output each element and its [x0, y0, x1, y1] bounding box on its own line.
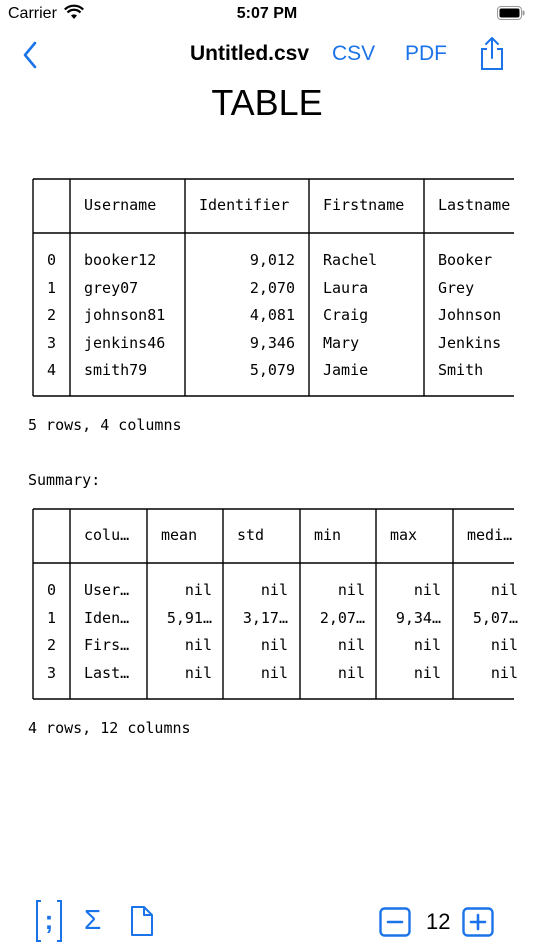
table-cell: nil — [413, 636, 441, 654]
table-cell: nil — [184, 663, 212, 682]
table-cell: Iden… — [84, 608, 130, 627]
table-cell: johnson81 — [84, 306, 166, 324]
row-index: 2 — [46, 306, 57, 324]
table-cell: booker12 — [84, 251, 157, 269]
table-cell: nil — [184, 636, 212, 654]
sum-icon[interactable]: Σ — [84, 904, 102, 935]
table-cell: Last… — [84, 663, 130, 682]
column-header: Lastname — [438, 196, 511, 214]
minus-icon — [379, 907, 411, 937]
row-index: 1 — [46, 608, 57, 627]
table-cell: nil — [490, 581, 518, 599]
table-cell: smith79 — [84, 361, 148, 379]
battery-icon — [497, 6, 525, 25]
column-header: Identifier — [199, 196, 290, 214]
row-index: 0 — [46, 581, 57, 599]
table-cell: Grey — [438, 278, 475, 297]
table-cell: 9,346 — [249, 333, 295, 352]
row-index: 4 — [46, 361, 57, 379]
summary-label: Summary: — [28, 471, 101, 489]
status-bar — [0, 0, 534, 30]
column-header: mean — [161, 526, 198, 544]
back-chevron-icon[interactable] — [22, 40, 38, 75]
table-cell: 5,079 — [249, 361, 295, 379]
document-icon[interactable] — [129, 905, 155, 942]
page-heading: TABLE — [211, 82, 323, 123]
table-cell: 5,91… — [166, 608, 212, 627]
table-cell: jenkins46 — [84, 333, 166, 352]
table-cell: Rachel — [323, 251, 378, 269]
table-cell: nil — [337, 663, 365, 682]
navigation-bar — [0, 36, 534, 76]
share-icon[interactable] — [478, 36, 506, 77]
table-cell: 3,17… — [242, 608, 288, 627]
clock: 5:07 PM — [236, 5, 298, 22]
increase-font-button[interactable] — [462, 907, 494, 942]
table-cell: Johnson — [438, 306, 502, 324]
data-table — [28, 175, 514, 401]
column-header: colu… — [84, 526, 130, 544]
table-footer: 4 rows, 12 columns — [28, 719, 191, 737]
table-cell: Firs… — [84, 636, 130, 654]
summary-table — [28, 505, 518, 705]
decrease-font-button[interactable] — [379, 907, 411, 942]
table-cell: nil — [260, 663, 288, 682]
row-index: 2 — [46, 636, 57, 654]
table-cell: Mary — [323, 333, 360, 352]
table-footer: 5 rows, 4 columns — [28, 416, 182, 434]
table-cell: Smith — [438, 361, 484, 379]
plus-icon — [462, 907, 494, 937]
table-cell: 2,07… — [319, 608, 365, 627]
table-cell: 5,07… — [472, 608, 518, 627]
table-cell: User… — [84, 581, 130, 599]
table-cell: nil — [413, 663, 441, 682]
row-index: 3 — [46, 663, 57, 682]
row-index: 3 — [46, 333, 57, 352]
table-cell: 9,012 — [249, 251, 295, 269]
column-header: min — [314, 526, 342, 544]
table-cell: nil — [337, 581, 365, 599]
column-header: Username — [84, 196, 157, 214]
table-cell: nil — [337, 636, 365, 654]
row-index: 0 — [46, 251, 57, 269]
column-header: max — [390, 526, 418, 544]
row-index: 1 — [46, 278, 57, 297]
table-cell: 2,070 — [249, 278, 295, 297]
table-cell: nil — [490, 636, 518, 654]
export-csv-button[interactable]: CSV — [332, 42, 376, 65]
delimiter-button[interactable] — [35, 899, 63, 943]
table-cell: Craig — [323, 306, 369, 324]
export-pdf-button[interactable]: PDF — [405, 42, 447, 65]
table-cell: 9,34… — [395, 608, 441, 627]
table-cell: nil — [413, 581, 441, 599]
table-cell: Booker — [438, 251, 493, 269]
table-cell: nil — [184, 581, 212, 599]
table-cell: 4,081 — [249, 306, 295, 324]
document-title: Untitled.csv — [190, 42, 310, 65]
carrier-label: Carrier — [8, 5, 57, 22]
column-header: Firstname — [323, 196, 405, 214]
table-cell: Jenkins — [438, 333, 502, 352]
font-size-value: 12 — [426, 909, 451, 934]
table-cell: nil — [490, 663, 518, 682]
column-header: std — [237, 526, 265, 544]
table-cell: Jamie — [323, 361, 369, 379]
table-cell: nil — [260, 636, 288, 654]
table-cell: grey07 — [84, 278, 139, 297]
table-cell: Laura — [323, 278, 369, 297]
table-cell: nil — [260, 581, 288, 599]
delimiter-label: ; — [44, 905, 54, 935]
column-header: medi… — [467, 526, 513, 544]
